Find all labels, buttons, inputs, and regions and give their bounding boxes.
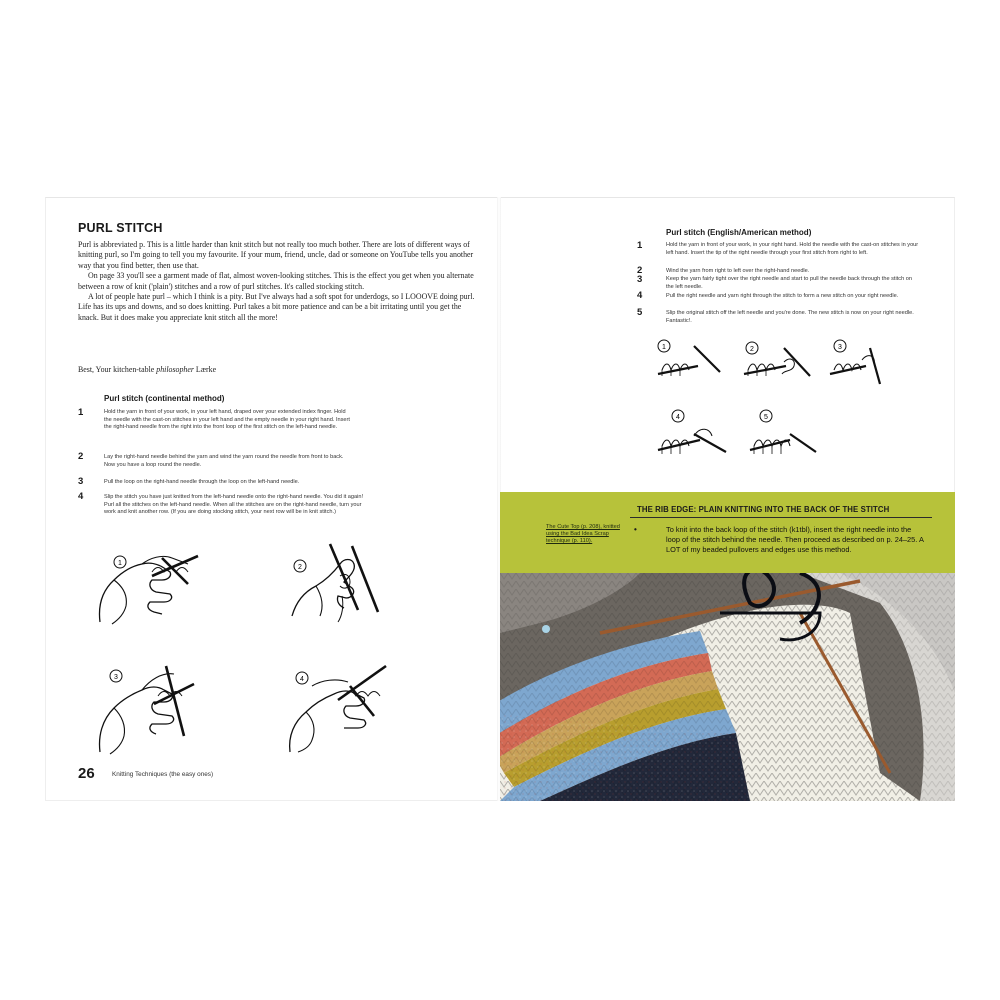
intro-text: [78, 240, 480, 323]
step-text: Pull the right needle and yarn right through the stitch to form a new stitch on your right needle.: [666, 293, 899, 299]
needle-illustration-5: [746, 406, 820, 462]
continental-method-title: Purl stitch (continental method): [104, 394, 225, 403]
figure-label: 2: [750, 346, 754, 353]
intro-paragraph: On page 33 you'll see a garment made of flat, almost woven-looking stitches. This is the effect you get when you alternate between a row of knit ('plain') stitches and a row of purl stitches. It's called stocking stitch.: [78, 271, 474, 291]
step-text: Wind the yarn from right to left over the right-hand needle.: [666, 268, 810, 274]
step-number: 1: [78, 407, 84, 418]
step-number: 4: [78, 491, 84, 502]
page-number: 26: [78, 765, 95, 782]
step-number: 2: [78, 451, 84, 462]
step-text: Lay the right-hand needle behind the yarn and wind the yarn round the needle from front to back. Now you have a loop round the needle.: [104, 454, 344, 468]
needle-illustration-4: [654, 406, 728, 462]
hand-illustration-4: [282, 656, 392, 756]
band-text: To knit into the back loop of the stitch (k1tbl), insert the right needle into the loop of the stitch behind the needle. Then proceed as described on p. 24–25. A LOT of my beaded pullovers and edges use this method.: [666, 525, 924, 554]
band-divider: [630, 517, 932, 518]
figure-label: 2: [298, 564, 302, 571]
step-text: Hold the yarn in front of your work, in your right hand. Hold the needle with the cast-on stitches in your left hand. Insert the tip of the right needle through your first stitch from right to left.: [666, 242, 919, 256]
figure-label: 3: [114, 674, 118, 681]
figure-label: 1: [118, 560, 122, 567]
step-number: 2: [637, 265, 643, 276]
needle-illustration-3: [826, 336, 886, 386]
photo-caption: The Cute Top (p. 208), knitted using the Bad Idea Scrap technique (p. 110).: [546, 524, 620, 545]
step-number: 1: [637, 240, 643, 251]
knitting-photo: [500, 573, 955, 801]
figure-label: 3: [838, 344, 842, 351]
figure-label: 4: [676, 414, 680, 421]
signoff-italic: philosopher: [156, 365, 194, 374]
hand-illustration-1: [92, 536, 202, 626]
figure-label: 1: [662, 344, 666, 351]
step-text: Slip the original stitch off the left needle and you're done. The new stitch is now on your right needle. Fantastic!.: [666, 310, 914, 324]
step-number: 4: [637, 290, 643, 301]
step-text: Hold the yarn in front of your work, in your left hand, draped over your extended index finger. Hold the needle with the cast-on stitches in your left hand and the empty needle in your right hand. Insert the right-hand needle from the right into the front loop of the first stitch on the left-hand needle.: [104, 409, 350, 431]
step-number: 5: [637, 307, 643, 318]
intro-paragraph: Purl is abbreviated p. This is a little harder than knit stitch but not really too much bother. There are lots of different ways of knitting purl, so I'm going to tell you my favourite. If your mum, friend, uncle, dad or someone on YouTube tells you another way that you find better, then use that.: [78, 240, 474, 270]
signoff-prefix: Best, Your kitchen-table: [78, 365, 157, 374]
step-number: 3: [78, 476, 84, 487]
figure-label: 5: [764, 414, 768, 421]
section-title: PURL STITCH: [78, 221, 163, 235]
signoff-suffix: Lærke: [193, 365, 217, 374]
figure-label: 4: [300, 676, 304, 683]
signoff: [78, 365, 216, 374]
english-method-title: Purl stitch (English/American method): [666, 228, 812, 237]
needle-illustration-1: [654, 336, 724, 380]
step-text: Keep the yarn fairly tight over the right needle and start to pull the needle back through the stitch on the left needle.: [666, 276, 912, 290]
step-text: Pull the loop on the right-hand needle through the loop on the left-hand needle.: [104, 479, 300, 485]
intro-paragraph: A lot of people hate purl – which I think is a pity. But I've always had a soft spot for underdogs, so I LOOOVE doing purl. Life has its ups and downs, and so does knitting. Purl takes a bit more patience and can be a bit irritating until you get the knack. But it does make you appreciate knit stitch all the more!: [78, 292, 475, 322]
bullet: •: [634, 525, 637, 534]
hand-illustration-2: [282, 536, 392, 626]
running-head: Knitting Techniques (the easy ones): [112, 771, 214, 778]
step-text: Slip the stitch you have just knitted from the left-hand needle onto the right-hand needle. You did it again! Purl all the stitches on the left-hand needle. When all the stitches are on the right-hand needle, turn your work and knit another row. (If you are doing stocking stitch, your next row will be in knit stitch.): [104, 494, 364, 516]
hand-illustration-3: [92, 656, 202, 756]
step-number: 3: [637, 274, 643, 285]
needle-illustration-2: [740, 336, 814, 382]
band-title: THE RIB EDGE: PLAIN KNITTING INTO THE BACK OF THE STITCH: [637, 505, 890, 514]
